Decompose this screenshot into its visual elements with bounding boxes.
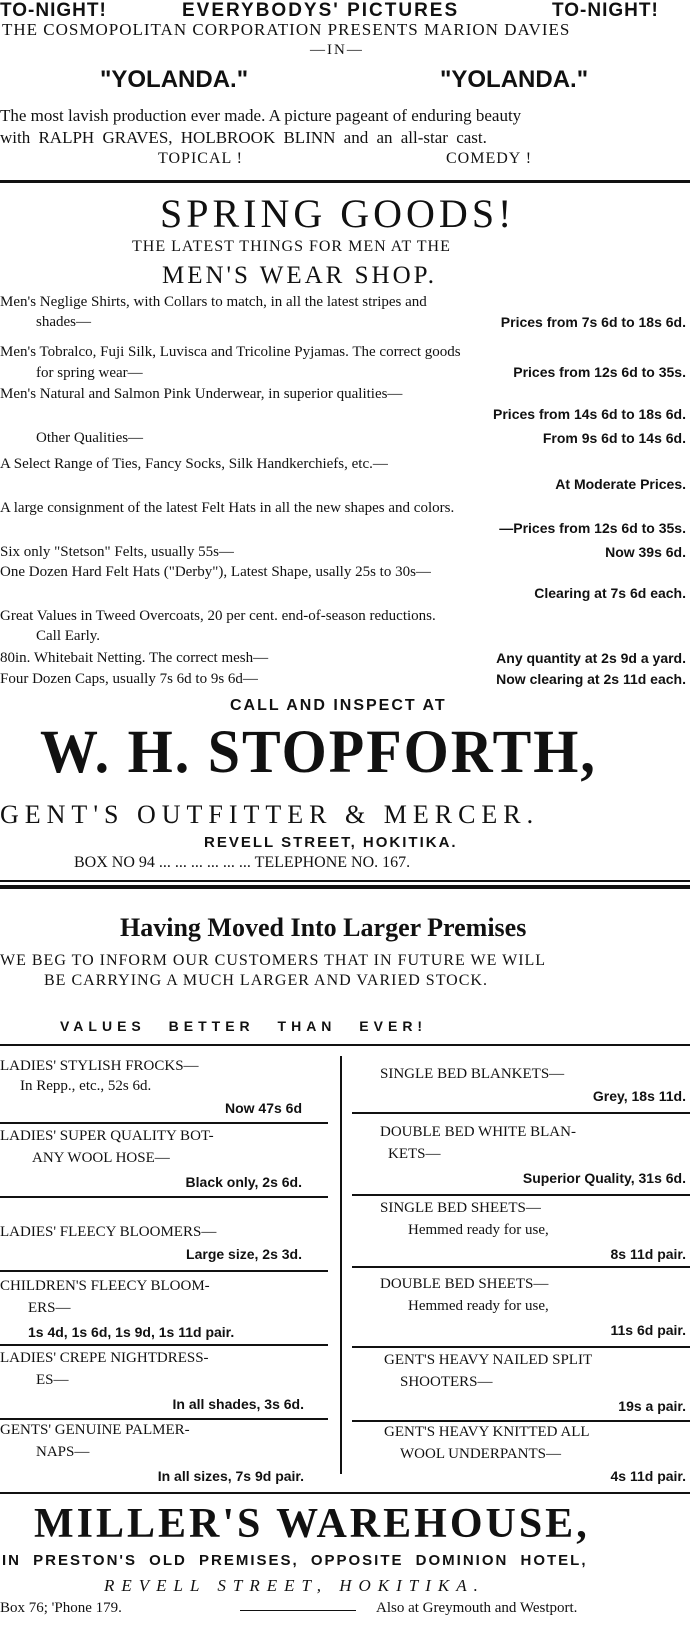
item-4-cont: Other Qualities— [36,430,144,446]
yolanda-right: "YOLANDA." [440,66,589,93]
stopforth-address: REVELL STREET, HOKITIKA. [204,834,458,851]
right-3-l1: SINGLE BED SHEETS— [380,1200,541,1216]
spring-goods-headline: SPRING GOODS! [160,191,516,236]
millers-also: Also at Greymouth and Westport. [376,1600,578,1616]
right-5-l1: GENT'S HEAVY NAILED SPLIT [384,1352,593,1368]
left-6-l2: NAPS— [36,1444,90,1460]
millers-box-rule [240,1610,356,1611]
comedy-label: COMEDY ! [446,150,533,167]
left-5-l1: LADIES' CREPE NIGHTDRESS- [0,1350,209,1366]
tonight-right: TO-NIGHT! [552,0,659,21]
right-6-l1: GENT'S HEAVY KNITTED ALL [384,1424,590,1440]
left-5-l2: ES— [36,1372,69,1388]
millers-street: REVELL STREET, HOKITIKA. [104,1576,485,1595]
left-sep-3 [0,1270,328,1272]
item-6-price: —Prices from 12s 6d to 35s. [499,520,686,536]
left-2-l2: ANY WOOL HOSE— [32,1150,170,1166]
left-sep-4 [0,1344,328,1346]
call-and-inspect: CALL AND INSPECT AT [230,697,447,714]
pictures-title: EVERYBODYS' PICTURES [182,0,460,21]
item-5-price: At Moderate Prices. [555,476,686,492]
millers-intro-1: WE BEG TO INFORM OUR CUSTOMERS THAT IN FUTURE WE WILL [0,952,547,969]
left-3-price: Large size, 2s 3d. [186,1246,302,1262]
item-11-text: Four Dozen Caps, usually 7s 6d to 9s 6d— [0,671,258,687]
grid-bottom [0,1492,690,1494]
grid-top [0,1044,690,1046]
right-5-l2: SHOOTERS— [400,1374,493,1390]
item-5-text: A Select Range of Ties, Fancy Socks, Silk Handkerchiefs, etc.— [0,456,388,472]
item-1-text: Men's Neglige Shirts, with Collars to match, in all the latest stripes and [0,294,427,310]
left-4-l2: ERS— [28,1300,71,1316]
pictures-desc-1: The most lavish production ever made. A picture pageant of enduring beauty [0,106,522,125]
in-line: —IN— [310,42,364,58]
item-2-cont: for spring wear— [36,365,143,381]
item-10-price: Any quantity at 2s 9d a yard. [496,650,686,666]
right-sep-4 [352,1346,690,1348]
right-6-l2: WOOL UNDERPANTS— [400,1446,561,1462]
item-1-price: Prices from 7s 6d to 18s 6d. [500,314,686,330]
tonight-left: TO-NIGHT! [0,0,107,21]
left-1-price: Now 47s 6d [224,1100,302,1116]
right-2-l1: DOUBLE BED WHITE BLAN- [380,1124,576,1140]
left-sep-5 [0,1418,328,1420]
millers-headline: Having Moved Into Larger Premises [120,913,527,942]
left-6-l1: GENTS' GENUINE PALMER- [0,1422,190,1438]
stopforth-sub-2: MEN'S WEAR SHOP. [162,262,438,289]
left-2-price: Black only, 2s 6d. [185,1174,302,1190]
item-3-text: Men's Natural and Salmon Pink Underwear, in superior qualities— [0,386,403,402]
item-8-text: One Dozen Hard Felt Hats ("Derby"), Latest Shape, usally 25s to 30s— [0,564,431,580]
left-6-price: In all sizes, 7s 9d pair. [157,1468,304,1484]
item-3-price: Prices from 14s 6d to 18s 6d. [493,406,686,422]
left-4-l1: CHILDREN'S FLEECY BLOOM- [0,1278,210,1294]
millers-premises: IN PRESTON'S OLD PREMISES, OPPOSITE DOMINION HOTEL, [2,1552,588,1569]
item-7-text: Six only "Stetson" Felts, usually 55s— [0,544,234,560]
item-7-price: Now 39s 6d. [605,544,686,560]
left-2-l1: LADIES' SUPER QUALITY BOT- [0,1128,214,1144]
topical-label: TOPICAL ! [158,150,243,167]
divider-2 [0,880,690,882]
millers-box: Box 76; 'Phone 179. [0,1600,122,1616]
left-5-price: In all shades, 3s 6d. [172,1396,304,1412]
item-6-text: A large consignment of the latest Felt Hats in all the new shapes and colors. [0,500,455,516]
item-10-text: 80in. Whitebait Netting. The correct mesh— [0,650,269,666]
right-2-l2: KETS— [388,1146,441,1162]
right-sep-1 [352,1112,690,1114]
left-sep-2 [0,1196,328,1198]
pictures-desc-2: with RALPH GRAVES, HOLBROOK BLINN and an all-star cast. [0,128,487,147]
stopforth-box: BOX NO 94 ... ... ... ... ... ... TELEPHONE NO. 167. [74,854,411,871]
item-9-text: Great Values in Tweed Overcoats, 20 per cent. end-of-season reductions. [0,608,436,624]
right-2-price: Superior Quality, 31s 6d. [522,1170,686,1186]
divider-3 [0,885,690,889]
divider-1 [0,180,690,183]
values-better: VALUES BETTER THAN EVER! [60,1018,428,1034]
left-3-l1: LADIES' FLEECY BLOOMERS— [0,1224,217,1240]
stopforth-trade: GENT'S OUTFITTER & MERCER. [0,800,540,829]
stopforth-sub-1: THE LATEST THINGS FOR MEN AT THE [132,238,451,255]
right-sep-5 [352,1420,690,1422]
millers-name: MILLER'S WAREHOUSE, [34,1501,590,1547]
left-4-price: 1s 4d, 1s 6d, 1s 9d, 1s 11d pair. [28,1324,235,1340]
right-4-l1: DOUBLE BED SHEETS— [380,1276,549,1292]
grid-center [340,1056,342,1474]
presents-line: THE COSMOPOLITAN CORPORATION PRESENTS MARION DAVIES [2,20,571,39]
right-1-l1: SINGLE BED BLANKETS— [380,1066,565,1082]
item-9-cont: Call Early. [36,628,101,644]
item-2-price: Prices from 12s 6d to 35s. [513,364,686,380]
right-6-price: 4s 11d pair. [610,1468,686,1484]
right-4-l2: Hemmed ready for use, [408,1298,549,1314]
right-4-price: 11s 6d pair. [610,1322,686,1338]
millers-intro-2: BE CARRYING A MUCH LARGER AND VARIED STOCK. [44,972,488,989]
item-8-price: Clearing at 7s 6d each. [534,585,686,601]
yolanda-left: "YOLANDA." [100,66,249,93]
left-1-l1: LADIES' STYLISH FROCKS— [0,1058,199,1074]
right-5-price: 19s a pair. [618,1398,686,1414]
right-3-price: 8s 11d pair. [610,1246,686,1262]
right-1-price: Grey, 18s 11d. [592,1088,686,1104]
stopforth-name: W. H. STOPFORTH, [40,717,597,786]
left-sep-1 [0,1122,328,1124]
left-1-l2: In Repp., etc., 52s 6d. [20,1078,152,1094]
item-2-text: Men's Tobralco, Fuji Silk, Luvisca and Tricoline Pyjamas. The correct goods [0,344,461,360]
item-4-price: From 9s 6d to 14s 6d. [542,430,686,446]
item-11-price: Now clearing at 2s 11d each. [496,671,686,687]
item-1-cont: shades— [36,314,91,330]
right-sep-3 [352,1266,690,1268]
right-3-l2: Hemmed ready for use, [408,1222,549,1238]
right-sep-2 [352,1194,690,1196]
